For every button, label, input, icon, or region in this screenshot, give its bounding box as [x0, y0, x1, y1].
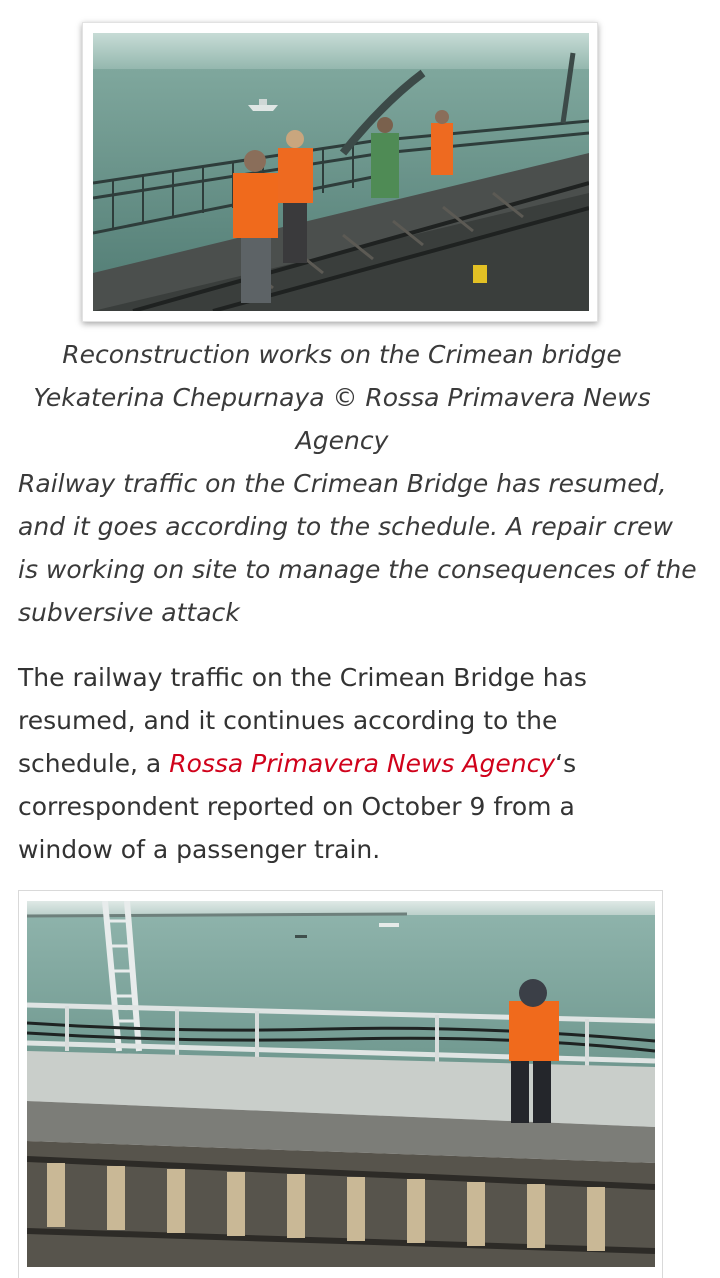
figure-caption-credit-cont: Agency: [295, 426, 389, 455]
agency-link[interactable]: Rossa Primavera News Agency: [169, 749, 556, 778]
figure-caption-title: Reconstruction works on the Crimean bridge: [62, 340, 622, 369]
photo-worker-on-bridge-image: [27, 901, 655, 1267]
paragraph-text-end: ‘s correspondent reported on October 9 from a window of a passenger train.: [18, 749, 577, 864]
figure-bridge-repair: [82, 22, 598, 322]
article-paragraph: [18, 656, 658, 871]
article-lead: Railway traffic on the Crimean Bridge has resumed, and it goes according to the schedule. A repair crew is working on site to manage the consequences of the subversive attack: [18, 469, 697, 627]
figure-worker-on-bridge: [18, 890, 663, 1278]
photo-bridge-repair[interactable]: [93, 33, 589, 311]
paragraph-text-start: The railway traffic on the Crimean Bridge has resumed, and it continues according to the schedule, a: [18, 663, 587, 778]
photo-worker-on-bridge[interactable]: [27, 901, 655, 1267]
photo-bridge-repair-image: [93, 33, 589, 311]
figure-caption-credit: Yekaterina Chepurnaya © Rossa Primavera News: [33, 383, 651, 412]
